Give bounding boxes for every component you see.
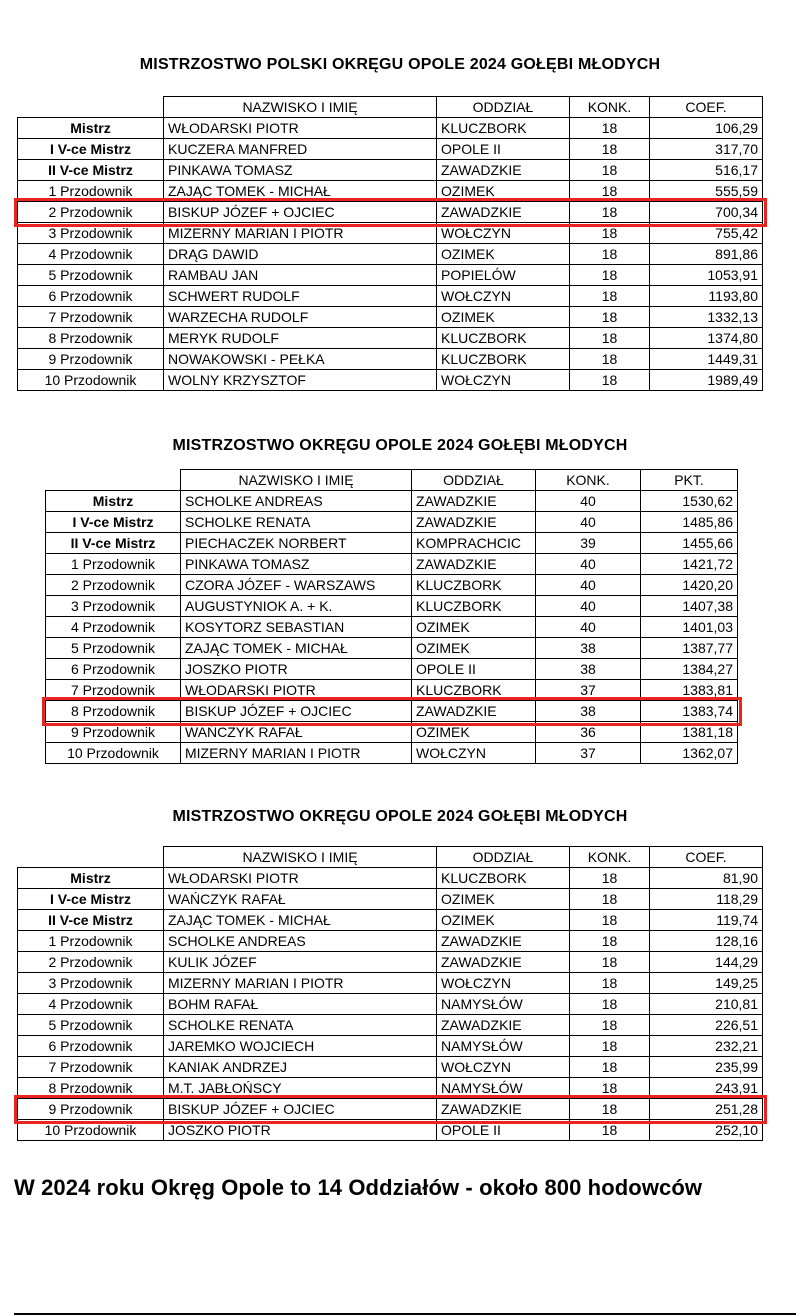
konk-cell: 18: [570, 286, 650, 307]
results-table-okreg-pkt: [45, 469, 738, 764]
branch-cell: ZAWADZKIE: [412, 554, 536, 575]
konk-cell: 18: [570, 931, 650, 952]
name-cell: WŁODARSKI PIOTR: [181, 680, 412, 701]
rank-cell: 7 Przodownik: [18, 1057, 164, 1078]
table-row: [18, 1036, 763, 1057]
branch-cell: ZAWADZKIE: [412, 491, 536, 512]
name-cell: SCHOLKE RENATA: [164, 1015, 437, 1036]
table-row: [46, 512, 738, 533]
branch-cell: KLUCZBORK: [437, 349, 570, 370]
table-row: [46, 596, 738, 617]
score-cell: 144,29: [650, 952, 763, 973]
section-mistrzostwo-okregu-coef: [0, 808, 800, 1141]
footer-note: W 2024 roku Okręg Opole to 14 Oddziałów - około 800 hodowców: [14, 1175, 703, 1200]
score-cell: 252,10: [650, 1120, 763, 1141]
table-row: [18, 118, 763, 139]
branch-cell: WOŁCZYN: [437, 973, 570, 994]
konk-cell: 40: [536, 575, 641, 596]
section-mistrzostwo-okregu-pkt: [0, 437, 800, 764]
branch-cell: KLUCZBORK: [437, 328, 570, 349]
name-cell: BISKUP JÓZEF + OJCIEC: [164, 202, 437, 223]
table-row: [18, 328, 763, 349]
branch-cell: OPOLE II: [437, 1120, 570, 1141]
rank-cell: 8 Przodownik: [18, 328, 164, 349]
konk-cell: 18: [570, 1078, 650, 1099]
name-cell: WAŃCZYK RAFAŁ: [181, 722, 412, 743]
name-cell: JOSZKO PIOTR: [164, 1120, 437, 1141]
table-row: [18, 265, 763, 286]
score-cell: 555,59: [650, 181, 763, 202]
score-cell: 1455,66: [641, 533, 738, 554]
name-cell: PINKAWA TOMASZ: [181, 554, 412, 575]
konk-cell: 18: [570, 910, 650, 931]
name-cell: WŁODARSKI PIOTR: [164, 118, 437, 139]
branch-cell: OZIMEK: [412, 617, 536, 638]
rank-cell: 6 Przodownik: [18, 286, 164, 307]
name-cell: BOHM RAFAŁ: [164, 994, 437, 1015]
branch-cell: NAMYSŁÓW: [437, 994, 570, 1015]
branch-cell: OZIMEK: [437, 244, 570, 265]
konk-cell: 18: [570, 1057, 650, 1078]
table-row-highlighted: [18, 202, 763, 223]
name-cell: MIZERNY MARIAN I PIOTR: [164, 223, 437, 244]
konk-cell: 18: [570, 307, 650, 328]
table-row: [18, 370, 763, 391]
branch-cell: NAMYSŁÓW: [437, 1036, 570, 1057]
blank-header-cell: [46, 470, 181, 491]
header-row: [46, 470, 738, 491]
branch-column-header: ODDZIAŁ: [437, 97, 570, 118]
score-cell: 1384,27: [641, 659, 738, 680]
rank-cell: 2 Przodownik: [18, 952, 164, 973]
rank-cell: 9 Przodownik: [18, 349, 164, 370]
score-cell: 128,16: [650, 931, 763, 952]
branch-cell: ZAWADZKIE: [437, 931, 570, 952]
results-table-polska: [17, 96, 763, 391]
score-cell: 1420,20: [641, 575, 738, 596]
rank-cell: II V-ce Mistrz: [18, 910, 164, 931]
konk-cell: 40: [536, 554, 641, 575]
table-row: [18, 868, 763, 889]
name-cell: KOSYTORZ SEBASTIAN: [181, 617, 412, 638]
konk-cell: 36: [536, 722, 641, 743]
name-cell: WAŃCZYK RAFAŁ: [164, 889, 437, 910]
score-cell: 317,70: [650, 139, 763, 160]
score-cell: 1332,13: [650, 307, 763, 328]
branch-cell: ZAWADZKIE: [437, 1099, 570, 1120]
bottom-rule: [14, 1313, 796, 1315]
konk-cell: 37: [536, 680, 641, 701]
score-cell: 243,91: [650, 1078, 763, 1099]
konk-cell: 18: [570, 1036, 650, 1057]
name-cell: KULIK JÓZEF: [164, 952, 437, 973]
name-cell: CZORA JÓZEF - WARSZAWS: [181, 575, 412, 596]
rank-cell: 8 Przodownik: [46, 701, 181, 722]
rank-cell: 6 Przodownik: [46, 659, 181, 680]
konk-column-header: KONK.: [570, 97, 650, 118]
rank-cell: 10 Przodownik: [46, 743, 181, 764]
score-cell: 1485,86: [641, 512, 738, 533]
branch-cell: NAMYSŁÓW: [437, 1078, 570, 1099]
name-column-header: NAZWISKO I IMIĘ: [181, 470, 412, 491]
branch-cell: ZAWADZKIE: [412, 512, 536, 533]
branch-cell: OZIMEK: [437, 181, 570, 202]
rank-cell: 3 Przodownik: [18, 973, 164, 994]
konk-cell: 40: [536, 617, 641, 638]
konk-cell: 40: [536, 491, 641, 512]
branch-cell: ZAWADZKIE: [437, 1015, 570, 1036]
table-row: [18, 244, 763, 265]
branch-cell: KLUCZBORK: [437, 118, 570, 139]
rank-cell: Mistrz: [18, 868, 164, 889]
name-cell: BISKUP JÓZEF + OJCIEC: [164, 1099, 437, 1120]
konk-cell: 18: [570, 1015, 650, 1036]
score-cell: 232,21: [650, 1036, 763, 1057]
score-cell: 1381,18: [641, 722, 738, 743]
rank-cell: 9 Przodownik: [46, 722, 181, 743]
konk-cell: 40: [536, 512, 641, 533]
branch-cell: WOŁCZYN: [437, 370, 570, 391]
score-cell: 755,42: [650, 223, 763, 244]
table-row: [18, 1015, 763, 1036]
konk-cell: 18: [570, 160, 650, 181]
blank-header-cell: [18, 847, 164, 868]
rank-cell: 6 Przodownik: [18, 1036, 164, 1057]
table-title-okreg-coef: MISTRZOSTWO OKRĘGU OPOLE 2024 GOŁĘBI MŁODYCH: [172, 808, 628, 825]
table-row: [46, 575, 738, 596]
score-cell: 1407,38: [641, 596, 738, 617]
table-row: [46, 722, 738, 743]
score-cell: 1449,31: [650, 349, 763, 370]
table-row: [18, 139, 763, 160]
table-row: [18, 349, 763, 370]
konk-cell: 18: [570, 868, 650, 889]
page: [0, 56, 800, 1201]
rank-cell: 10 Przodownik: [18, 1120, 164, 1141]
name-cell: DRĄG DAWID: [164, 244, 437, 265]
score-cell: 1421,72: [641, 554, 738, 575]
name-cell: ZAJĄC TOMEK - MICHAŁ: [164, 181, 437, 202]
name-cell: PIECHACZEK NORBERT: [181, 533, 412, 554]
konk-cell: 39: [536, 533, 641, 554]
table-row: [18, 1057, 763, 1078]
name-cell: JOSZKO PIOTR: [181, 659, 412, 680]
score-cell: 516,17: [650, 160, 763, 181]
table-row: [18, 994, 763, 1015]
branch-column-header: ODDZIAŁ: [437, 847, 570, 868]
score-cell: 1383,74: [641, 701, 738, 722]
name-cell: MIZERNY MARIAN I PIOTR: [181, 743, 412, 764]
branch-cell: POPIELÓW: [437, 265, 570, 286]
branch-cell: ZAWADZKIE: [437, 160, 570, 181]
score-cell: 1989,49: [650, 370, 763, 391]
score-cell: 1530,62: [641, 491, 738, 512]
branch-cell: KLUCZBORK: [412, 596, 536, 617]
branch-cell: OPOLE II: [412, 659, 536, 680]
branch-cell: WOŁCZYN: [412, 743, 536, 764]
konk-column-header: KONK.: [536, 470, 641, 491]
name-cell: SCHOLKE ANDREAS: [181, 491, 412, 512]
rank-cell: 4 Przodownik: [18, 994, 164, 1015]
name-cell: SCHOLKE ANDREAS: [164, 931, 437, 952]
rank-cell: Mistrz: [46, 491, 181, 512]
name-cell: M.T. JABŁOŃSCY: [164, 1078, 437, 1099]
table-row-highlighted: [46, 701, 738, 722]
name-cell: SCHWERT RUDOLF: [164, 286, 437, 307]
score-cell: 251,28: [650, 1099, 763, 1120]
score-column-header: PKT.: [641, 470, 738, 491]
rank-cell: II V-ce Mistrz: [18, 160, 164, 181]
table-row: [46, 554, 738, 575]
name-cell: WŁODARSKI PIOTR: [164, 868, 437, 889]
score-cell: 106,29: [650, 118, 763, 139]
branch-cell: WOŁCZYN: [437, 1057, 570, 1078]
blank-header-cell: [18, 97, 164, 118]
score-cell: 1401,03: [641, 617, 738, 638]
rank-cell: I V-ce Mistrz: [46, 512, 181, 533]
branch-cell: KLUCZBORK: [437, 868, 570, 889]
branch-cell: KLUCZBORK: [412, 680, 536, 701]
rank-cell: I V-ce Mistrz: [18, 139, 164, 160]
konk-column-header: KONK.: [570, 847, 650, 868]
name-cell: MIZERNY MARIAN I PIOTR: [164, 973, 437, 994]
rank-cell: 4 Przodownik: [46, 617, 181, 638]
table-row: [18, 286, 763, 307]
table-row: [18, 1078, 763, 1099]
rank-cell: 4 Przodownik: [18, 244, 164, 265]
branch-cell: OZIMEK: [412, 722, 536, 743]
rank-cell: 9 Przodownik: [18, 1099, 164, 1120]
table-row: [18, 889, 763, 910]
score-cell: 235,99: [650, 1057, 763, 1078]
table-row: [46, 743, 738, 764]
score-cell: 1053,91: [650, 265, 763, 286]
table-row: [46, 491, 738, 512]
rank-cell: 5 Przodownik: [18, 265, 164, 286]
name-cell: WOLNY KRZYSZTOF: [164, 370, 437, 391]
konk-cell: 38: [536, 659, 641, 680]
score-cell: 119,74: [650, 910, 763, 931]
name-cell: WARZECHA RUDOLF: [164, 307, 437, 328]
konk-cell: 37: [536, 743, 641, 764]
name-cell: PINKAWA TOMASZ: [164, 160, 437, 181]
branch-cell: OPOLE II: [437, 139, 570, 160]
konk-cell: 18: [570, 1099, 650, 1120]
score-column-header: COEF.: [650, 97, 763, 118]
konk-cell: 18: [570, 1120, 650, 1141]
score-cell: 1374,80: [650, 328, 763, 349]
name-cell: SCHOLKE RENATA: [181, 512, 412, 533]
rank-cell: II V-ce Mistrz: [46, 533, 181, 554]
score-cell: 149,25: [650, 973, 763, 994]
table-row: [18, 973, 763, 994]
score-column-header: COEF.: [650, 847, 763, 868]
name-cell: BISKUP JÓZEF + OJCIEC: [181, 701, 412, 722]
konk-cell: 18: [570, 994, 650, 1015]
name-cell: KUCZERA MANFRED: [164, 139, 437, 160]
branch-cell: OZIMEK: [412, 638, 536, 659]
name-cell: ZAJĄC TOMEK - MICHAŁ: [164, 910, 437, 931]
table-row-highlighted: [18, 1099, 763, 1120]
konk-cell: 18: [570, 265, 650, 286]
score-cell: 118,29: [650, 889, 763, 910]
rank-cell: 5 Przodownik: [18, 1015, 164, 1036]
konk-cell: 18: [570, 118, 650, 139]
rank-cell: 10 Przodownik: [18, 370, 164, 391]
konk-cell: 18: [570, 973, 650, 994]
score-cell: 1362,07: [641, 743, 738, 764]
name-cell: RAMBAU JAN: [164, 265, 437, 286]
konk-cell: 18: [570, 370, 650, 391]
table-title-polska: MISTRZOSTWO POLSKI OKRĘGU OPOLE 2024 GOŁĘBI MŁODYCH: [139, 56, 661, 73]
header-row: [18, 97, 763, 118]
rank-cell: 2 Przodownik: [18, 202, 164, 223]
konk-cell: 18: [570, 181, 650, 202]
score-cell: 81,90: [650, 868, 763, 889]
konk-cell: 18: [570, 889, 650, 910]
konk-cell: 18: [570, 139, 650, 160]
results-table-okreg-coef: [17, 846, 763, 1141]
score-cell: 1383,81: [641, 680, 738, 701]
name-cell: AUGUSTYNIOK A. + K.: [181, 596, 412, 617]
rank-cell: 1 Przodownik: [18, 931, 164, 952]
rank-cell: 5 Przodownik: [46, 638, 181, 659]
table-row: [46, 638, 738, 659]
konk-cell: 18: [570, 328, 650, 349]
name-cell: ZAJĄC TOMEK - MICHAŁ: [181, 638, 412, 659]
konk-cell: 40: [536, 596, 641, 617]
branch-cell: KLUCZBORK: [412, 575, 536, 596]
header-row: [18, 847, 763, 868]
konk-cell: 38: [536, 638, 641, 659]
branch-cell: WOŁCZYN: [437, 223, 570, 244]
score-cell: 210,81: [650, 994, 763, 1015]
rank-cell: Mistrz: [18, 118, 164, 139]
rank-cell: 1 Przodownik: [18, 181, 164, 202]
name-column-header: NAZWISKO I IMIĘ: [164, 97, 437, 118]
score-cell: 891,86: [650, 244, 763, 265]
score-cell: 700,34: [650, 202, 763, 223]
table-row: [18, 910, 763, 931]
table-row: [18, 1120, 763, 1141]
konk-cell: 18: [570, 244, 650, 265]
table-title-okreg-pkt: MISTRZOSTWO OKRĘGU OPOLE 2024 GOŁĘBI MŁODYCH: [172, 437, 628, 454]
table-row: [46, 533, 738, 554]
section-mistrzostwo-polski: [0, 56, 800, 391]
rank-cell: 8 Przodownik: [18, 1078, 164, 1099]
table-row: [18, 160, 763, 181]
name-cell: MERYK RUDOLF: [164, 328, 437, 349]
score-cell: 1193,80: [650, 286, 763, 307]
score-cell: 226,51: [650, 1015, 763, 1036]
konk-cell: 18: [570, 349, 650, 370]
branch-column-header: ODDZIAŁ: [412, 470, 536, 491]
konk-cell: 38: [536, 701, 641, 722]
branch-cell: KOMPRACHCIC: [412, 533, 536, 554]
branch-cell: ZAWADZKIE: [437, 202, 570, 223]
table-row: [46, 680, 738, 701]
name-column-header: NAZWISKO I IMIĘ: [164, 847, 437, 868]
rank-cell: 1 Przodownik: [46, 554, 181, 575]
rank-cell: 7 Przodownik: [18, 307, 164, 328]
rank-cell: I V-ce Mistrz: [18, 889, 164, 910]
branch-cell: ZAWADZKIE: [437, 952, 570, 973]
table-row: [46, 617, 738, 638]
table-row: [18, 931, 763, 952]
rank-cell: 3 Przodownik: [18, 223, 164, 244]
branch-cell: WOŁCZYN: [437, 286, 570, 307]
table-row: [18, 181, 763, 202]
name-cell: NOWAKOWSKI - PEŁKA: [164, 349, 437, 370]
konk-cell: 18: [570, 223, 650, 244]
table-row: [46, 659, 738, 680]
table-row: [18, 952, 763, 973]
konk-cell: 18: [570, 202, 650, 223]
score-cell: 1387,77: [641, 638, 738, 659]
rank-cell: 7 Przodownik: [46, 680, 181, 701]
name-cell: KANIAK ANDRZEJ: [164, 1057, 437, 1078]
table-row: [18, 223, 763, 244]
branch-cell: OZIMEK: [437, 889, 570, 910]
konk-cell: 18: [570, 952, 650, 973]
rank-cell: 2 Przodownik: [46, 575, 181, 596]
name-cell: JAREMKO WOJCIECH: [164, 1036, 437, 1057]
table-row: [18, 307, 763, 328]
branch-cell: OZIMEK: [437, 910, 570, 931]
branch-cell: ZAWADZKIE: [412, 701, 536, 722]
rank-cell: 3 Przodownik: [46, 596, 181, 617]
branch-cell: OZIMEK: [437, 307, 570, 328]
